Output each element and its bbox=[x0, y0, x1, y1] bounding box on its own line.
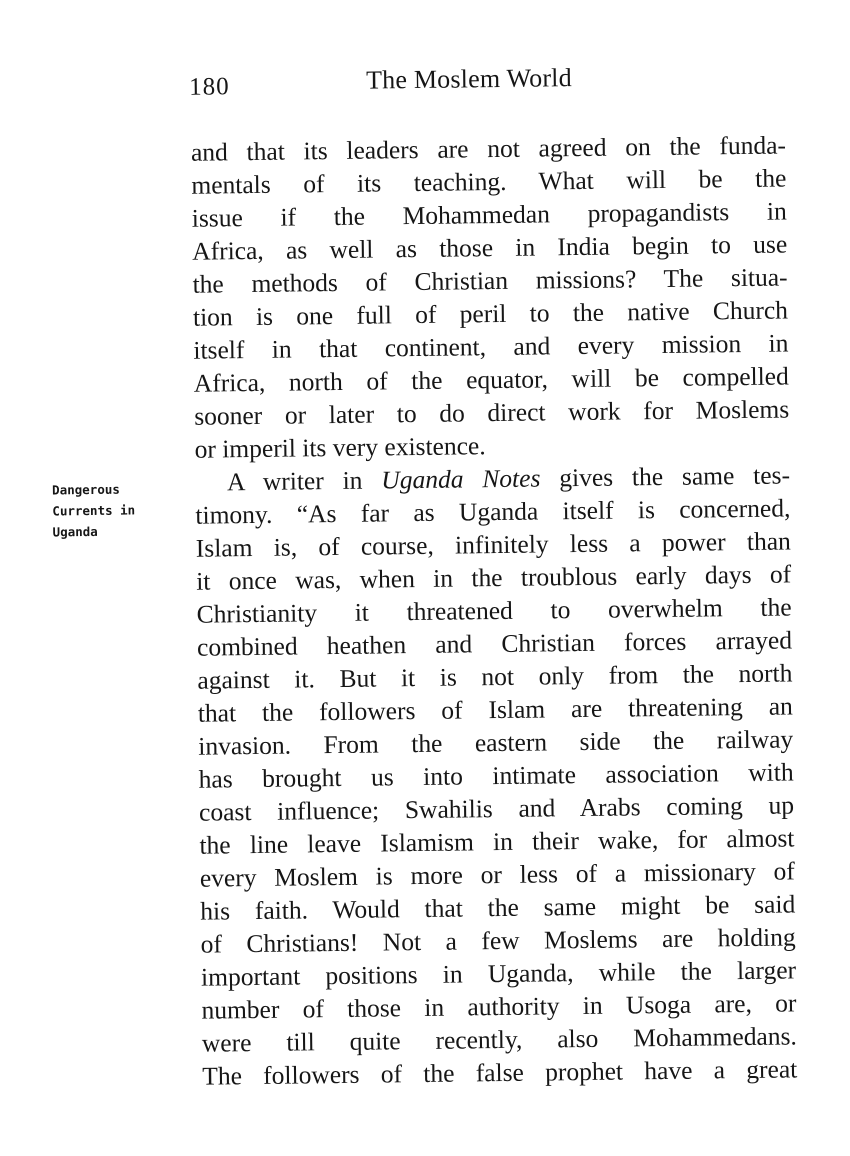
text-line: the line leave Islamism in their wake, for almost bbox=[199, 823, 795, 860]
margin-note bbox=[52, 478, 193, 543]
text-line: his faith. Would that the same might be said bbox=[200, 889, 796, 926]
margin-note-line: Dangerous bbox=[52, 481, 120, 498]
text-line: Islam is, of course, infinitely less a power than bbox=[195, 526, 791, 563]
text-line: or imperil its very existence. bbox=[194, 431, 486, 464]
text-line: that the followers of Islam are threatening an bbox=[197, 691, 793, 728]
running-title: The Moslem World bbox=[365, 63, 573, 95]
text-line: Africa, as well as those in India begin to use bbox=[192, 229, 788, 266]
text-line: against it. But it is not only from the north bbox=[197, 658, 793, 695]
text-line: Africa, north of the equator, will be compelled bbox=[193, 361, 789, 398]
body-text bbox=[191, 128, 798, 1092]
text-line: issue if the Mohammedan propagandists in bbox=[191, 196, 787, 233]
text-line: and that its leaders are not agreed on the funda- bbox=[190, 130, 787, 167]
text-line: sooner or later to do direct work for Moslems bbox=[194, 394, 790, 431]
text-line: tion is one full of peril to the native Church bbox=[192, 295, 789, 332]
text-line: important positions in Uganda, while the larger bbox=[200, 955, 797, 992]
text-run: A writer in bbox=[226, 465, 382, 497]
text-line: has brought us into intimate association with bbox=[198, 757, 794, 794]
publication-title: Uganda Notes bbox=[381, 463, 541, 495]
text-line: it once was, when in the troublous early days of bbox=[196, 559, 792, 596]
text-line: timony. “As far as Uganda itself is concerned, bbox=[195, 493, 791, 530]
text-line: mentals of its teaching. What will be the bbox=[191, 163, 787, 200]
text-line: invasion. From the eastern side the railway bbox=[198, 724, 794, 761]
text-run: gives the same tes- bbox=[540, 460, 791, 493]
text-line: the methods of Christian missions? The situa- bbox=[192, 262, 788, 299]
margin-note-line: Currents in bbox=[52, 502, 136, 519]
margin-note-line: Uganda bbox=[52, 523, 98, 540]
text-line: every Moslem is more or less of a missionary of bbox=[199, 856, 795, 893]
text-line: were till quite recently, also Mohammedans. bbox=[201, 1021, 798, 1058]
text-line: The followers of the false prophet have a great bbox=[202, 1054, 798, 1091]
text-line: combined heathen and Christian forces arrayed bbox=[196, 625, 793, 662]
page-number: 180 bbox=[189, 73, 230, 101]
text-line: Christianity it threatened to overwhelm the bbox=[196, 592, 792, 629]
text-line: number of those in authority in Usoga are, or bbox=[201, 988, 797, 1025]
text-line: coast influence; Swahilis and Arabs coming up bbox=[198, 790, 795, 827]
text-line: itself in that continent, and every mission in bbox=[193, 328, 789, 365]
text-line: of Christians! Not a few Moslems are holding bbox=[200, 922, 796, 959]
